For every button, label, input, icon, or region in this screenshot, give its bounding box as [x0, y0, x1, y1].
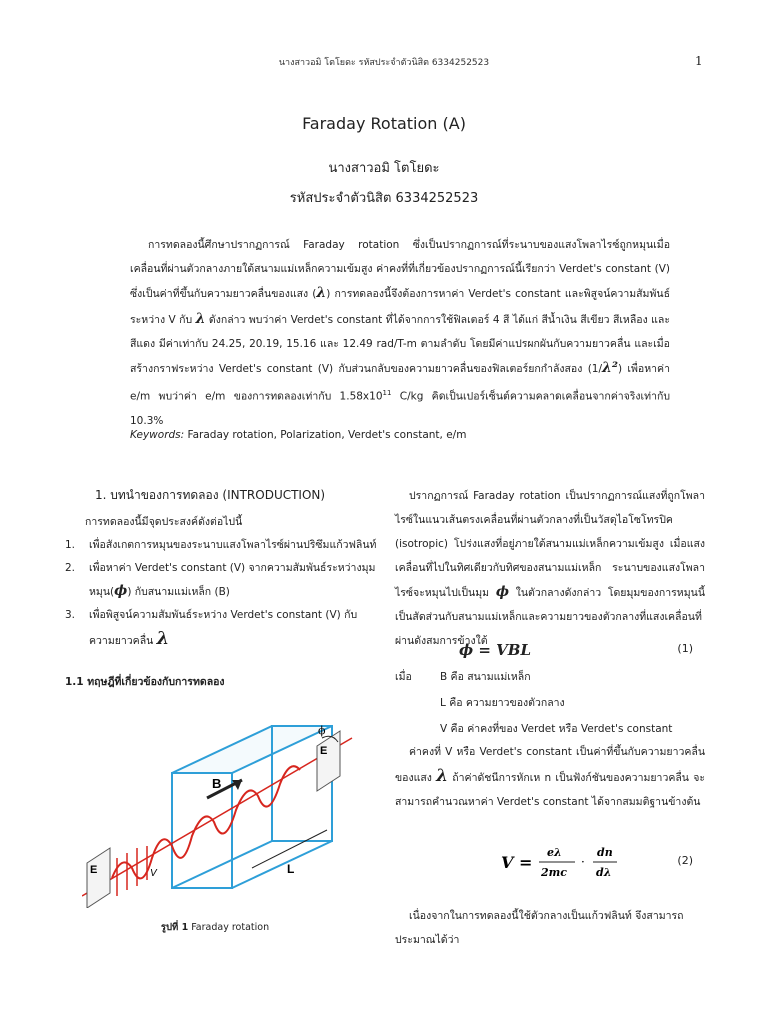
label-l: L	[287, 862, 295, 876]
equation-1	[395, 640, 705, 662]
definition-item: V คือ ค่าคงที่ของ Verdet หรือ Verdet's constant	[440, 723, 673, 735]
paragraph: ปรากฏการณ์ Faraday rotation เป็นปรากฏการณ์แสงที่ถูกโพลาไรซ์ในแนวเส้นตรงเคลื่อนที่ผ่านตัวกลางที่เป็นวัสดุไอโซโทรปิค (isotropic) โปร่งแสงที่อยู่ภายใต้สนามแม่เหล็กความเข้มสูง เมื่อแสงเคลื่อนที่ไปในทิศเดียวกับทิศของสนามแม่เหล็ก ระนาบของแสงโพลาไรซ์จะหมุนไปเป็นมุม ϕ ในตัวกลางดังกล่าว โดยมุมของการหมุนนี้เป็นสัดส่วนกับสนามแม่เหล็กและความยาวของตัวกลางที่แสงเคลื่อนที่ผ่านดังสมการข้างใต้	[395, 490, 706, 647]
list-item: 3. เพื่อพิสูจน์ความสัมพันธ์ระหว่าง Verdet's constant (V) กับความยาวคลื่น λ	[65, 609, 358, 649]
svg-text:dn: dn	[597, 846, 613, 859]
svg-text:2mc: 2mc	[541, 866, 567, 879]
variable-definitions	[395, 664, 705, 742]
equation-1-number: (1)	[677, 642, 693, 655]
lambda-symbol: λ	[316, 285, 327, 302]
polarization-arrows	[117, 846, 147, 896]
section-intro: การทดลองนี้มีจุดประสงค์ดังต่อไปนี้	[85, 516, 243, 528]
svg-text:dλ: dλ	[596, 866, 612, 879]
where-label: เมื่อ	[395, 671, 412, 683]
definition-item: L คือ ความยาวของตัวกลาง	[440, 697, 565, 709]
keywords-text: Faraday rotation, Polarization, Verdet's constant, e/m	[184, 429, 467, 441]
lambda-symbol: λ	[195, 310, 206, 327]
objectives-list	[65, 534, 380, 653]
running-head: นางสาวอมิ โตโยดะ รหัสประจำตัวนิสิต 6334252523	[278, 58, 490, 68]
faraday-diagram	[82, 718, 372, 908]
label-phi: ϕ	[318, 724, 326, 737]
keywords	[130, 429, 670, 441]
paragraph: เนื่องจากในการทดลองนี้ใช้ตัวกลางเป็นแก้วฟลินท์ จึงสามารถประมาณได้ว่า	[395, 910, 684, 946]
list-item: 1. เพื่อสังเกตการหมุนของระนาบแสงโพลาไรซ์ผ่านปริซึมแก้วฟลินท์	[65, 539, 377, 551]
label-e-right: E	[320, 745, 328, 757]
figure-caption	[65, 920, 365, 935]
author-name: นางสาวอมิ โตโยดะ	[328, 161, 440, 176]
page-number: 1	[695, 54, 703, 68]
subsection-heading: 1.1 ทฤษฎีที่เกี่ยวข้องกับการทดลอง	[65, 676, 225, 688]
lambda-squared-symbol: λ²	[602, 360, 618, 377]
list-item: 2. เพื่อหาค่า Verdet's constant (V) จากความสัมพันธ์ระหว่างมุมหมุน(ϕ) กับสนามแม่เหล็ก (B)	[65, 562, 376, 599]
keywords-label: Keywords:	[130, 429, 185, 441]
label-v: V	[150, 868, 157, 879]
abstract-paragraph: การทดลองนี้ศึกษาปรากฏการณ์ Faraday rotation ซึ่งเป็นปรากฏการณ์ที่ระนาบของแสงโพลาไรซ์ถูกหมุนเมื่อเคลื่อนที่ผ่านตัวกลางภายใต้สนามแม่เหล็กความเข้มสูง ค่าคงที่ที่เกี่ยวข้องปรากฏการณ์นี้เรียกว่า Verdet's constant (V) ซึ่งเป็นค่าที่ขึ้นกับความยาวคลื่นของแสง (λ) การทดลองนี้จึงต้องการหาค่า Verdet's constant และพิสูจน์ความสัมพันธ์ระหว่าง V กับ λ ดังกล่าว พบว่าค่า Verdet's constant ที่ได้จากการใช้ฟิลเตอร์ 4 สี ได้แก่ สีน้ำเงิน สีเขียว สีเหลือง และสีแดง มีค่าเท่ากับ 24.25, 20.19, 15.16 และ 12.49 rad/T-m ตามลำดับ โดยมีค่าแปรผกผันกับความยาวคลื่น และเมื่อสร้างกราฟระหว่าง Verdet's constant (V) กับส่วนกลับของความยาวคลื่นของฟิลเตอร์ยกกำลังสอง (1/λ²) เพื่อหาค่า e/m พบว่าค่า e/m ของการทดลองเท่ากับ $1.58x10^{11}$ C/kg คิดเป็นเปอร์เซ็นต์ความคลาดเคลื่อนจากค่าจริงเท่ากับ 10.3%	[130, 239, 670, 427]
phi-symbol: ϕ	[495, 584, 510, 600]
label-e-left: E	[90, 864, 98, 876]
equation-1-math: ϕ = VBL	[459, 641, 531, 659]
medium-box	[172, 726, 332, 888]
left-polarizer	[87, 848, 110, 908]
student-id: รหัสประจำตัวนิสิต 6334252523	[289, 191, 479, 206]
svg-text:V =: V =	[501, 853, 533, 872]
abstract	[130, 233, 670, 433]
equation-2-number: (2)	[677, 854, 693, 867]
svg-text:eλ: eλ	[547, 846, 562, 859]
faraday-rotation-figure	[82, 718, 372, 908]
paper-title: Faraday Rotation (A)	[302, 114, 466, 133]
caption-label: รูปที่ 1	[160, 922, 189, 933]
section-heading: 1. บทนำของการทดลอง (INTRODUCTION)	[95, 488, 326, 502]
definition-item: B คือ สนามแม่เหล็ก	[440, 671, 531, 683]
label-b: B	[212, 776, 222, 791]
left-column	[65, 484, 380, 694]
svg-text:·: ·	[581, 855, 585, 869]
lambda-symbol: λ	[436, 766, 449, 786]
phi-symbol: ϕ	[114, 583, 128, 599]
right-column	[395, 484, 705, 653]
lambda-symbol: λ	[156, 628, 170, 649]
caption-text: Faraday rotation	[188, 922, 270, 933]
paragraph: ค่าคงที่ V หรือ Verdet's constant เป็นค่าที่ขึ้นกับความยาวคลื่นของแสง λ ถ้าค่าดัชนีการหักเห n เป็นฟังก์ชันของความยาวคลื่น จะสามารถคำนวณหาค่า Verdet's constant ได้จากสมมติฐานข้างต้น	[395, 746, 705, 808]
equation-2	[395, 842, 705, 882]
